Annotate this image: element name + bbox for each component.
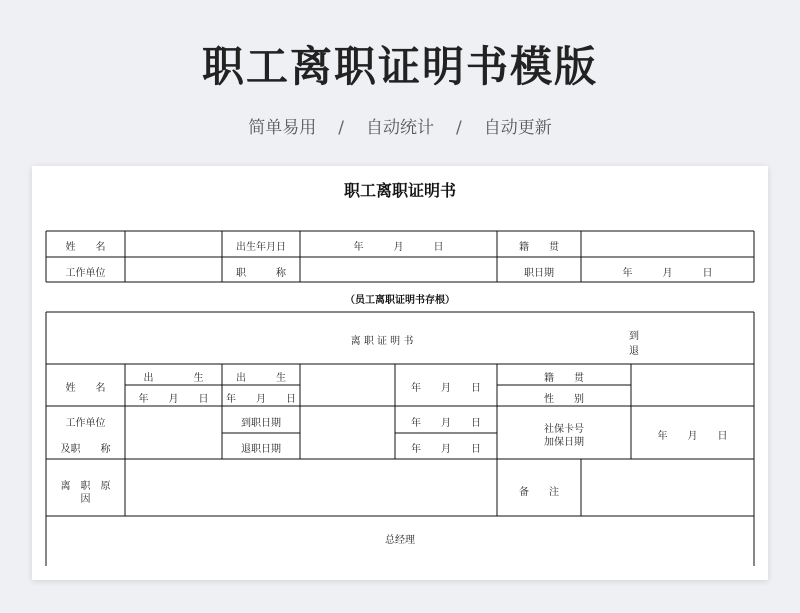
tag-auto-stats: 自动统计 [366,118,434,138]
entry-date-value: 年 月 日 [622,268,713,279]
stub-birth-a-top: 出 生 [143,373,204,384]
tag-auto-update: 自动更新 [483,118,552,138]
stub-side-top: 到 [629,331,639,342]
stub-native-label: 籍 贯 [544,373,584,384]
native-place-label: 籍 贯 [519,242,559,253]
stub-birth-b-top: 出 生 [236,373,286,384]
stub-reason-label-cont: 因 [80,494,91,505]
stub-position-label: 及职 称 [60,444,111,455]
stub-birth-a-bottom: 年 月 日 [138,394,209,405]
job-title-label: 职 称 [236,268,286,279]
work-unit-label: 工作单位 [65,268,106,279]
feature-tagline [0,113,800,138]
stub-birth-b-bottom: 年 月 日 [226,394,296,405]
stub-social-card-label: 社保卡号 [544,424,584,435]
stub-entry-date-label: 到职日期 [241,418,281,429]
stub-side-bottom: 退 [629,346,639,357]
name-label: 姓 名 [65,242,106,253]
separator: / [338,118,344,138]
stub-remark-label: 备 注 [519,487,559,498]
entry-date-label: 职日期 [524,268,554,279]
stub-name-label: 姓 名 [65,383,106,394]
stub-manager-label: 总经理 [385,535,415,546]
tag-easy: 简单易用 [248,118,317,138]
stub-leave-date-value: 年 月 日 [411,444,481,455]
stub-reason-label: 离 职 原 [60,481,111,492]
stub-date-value: 年 月 日 [411,383,481,394]
document-title: 职工离职证明书 [343,181,456,200]
stub-work-unit-label: 工作单位 [65,418,106,429]
stub-gender-label: 性 别 [544,394,584,405]
stub-insured-date-label: 加保日期 [544,437,584,448]
certificate-sheet [32,166,768,580]
stub-heading: 离 职 证 明 书 [350,336,414,347]
page-title: 职工离职证明书模版 [201,42,598,91]
stub-insured-date-value: 年 月 日 [657,431,728,442]
separator: / [456,118,462,138]
stub-caption: （员工离职证明书存根） [345,295,455,306]
birth-date-value: 年 月 日 [353,242,444,253]
stub-entry-date-value: 年 月 日 [411,418,481,429]
birth-date-label: 出生年月日 [236,242,286,253]
stub-leave-date-label: 退职日期 [241,444,281,455]
